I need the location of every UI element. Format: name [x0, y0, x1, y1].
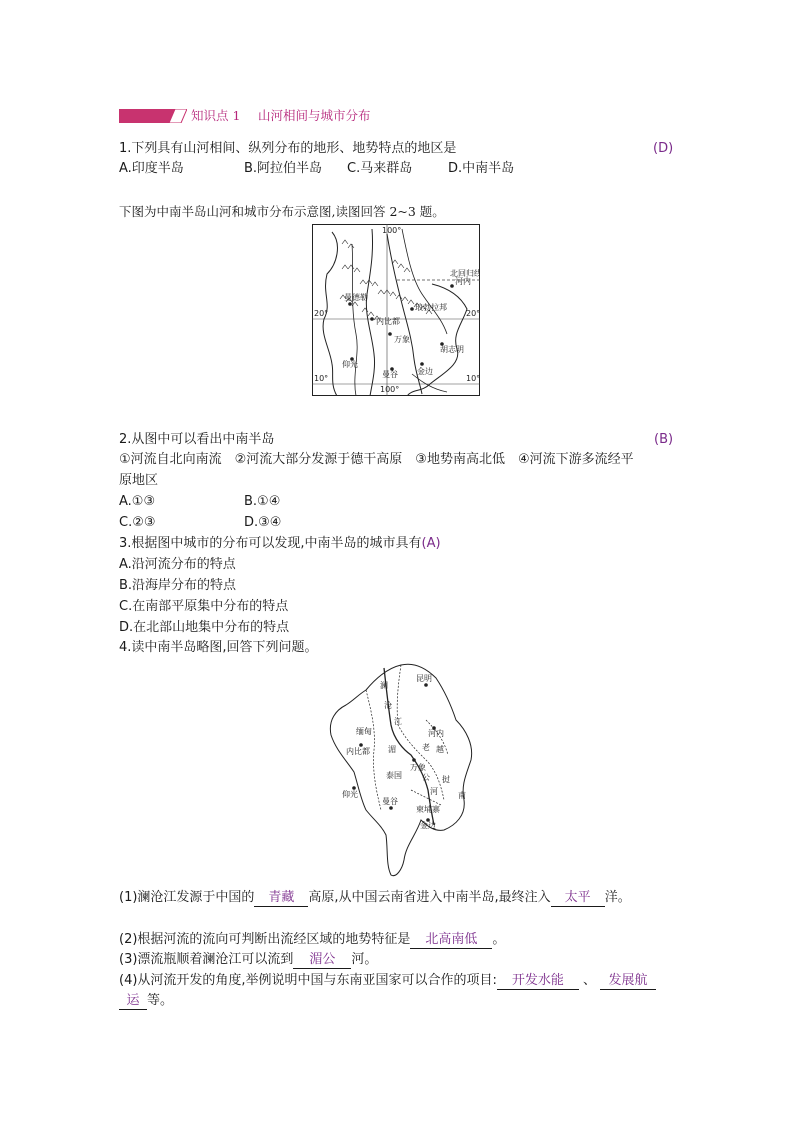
map-mountains-rivers [312, 224, 480, 396]
q4-p2-fill: 北高南低 [410, 932, 492, 949]
q4-part4 [119, 971, 656, 991]
map1-lat10-right: 10° [466, 374, 480, 383]
map2-wo: 挝 [442, 775, 450, 784]
map2-thailand: 泰国 [386, 771, 402, 780]
map2-yangon: 仰光 [342, 790, 358, 799]
section-tag-shape [119, 109, 187, 123]
map1-city-naypyidaw: 内比都 [376, 317, 400, 326]
map2-nan: 南 [458, 791, 466, 800]
map1-city-mandalay: 曼德勒 [344, 293, 368, 302]
map1-city-hanoi: 河内 [455, 277, 471, 286]
q1-option-d: D.中南半岛 [448, 161, 515, 176]
q1-option-a: A.印度半岛 [119, 161, 184, 176]
q2-option-a: A.①③ [119, 494, 156, 509]
map-intro: 下图为中南半岛山河和城市分布示意图,读图回答 2~3 题。 [119, 204, 445, 219]
map2-mei: 湄 [388, 745, 396, 754]
q4-part2 [119, 930, 505, 950]
map1-lat20-left: 20° [314, 309, 329, 318]
q4-p4-fill2a: 发展航 [600, 973, 656, 990]
q2-stem: 2.从图中可以看出中南半岛 [119, 432, 275, 447]
q4-part3 [119, 950, 377, 970]
map1-city-vientiane: 万象 [394, 335, 410, 344]
map1-city-yangon: 仰光 [342, 360, 358, 369]
section-label: 知识点 1 [191, 108, 241, 123]
q4-p3-a: (3)漂流瓶顺着澜沧江可以流到 [119, 952, 294, 967]
map2-lan: 澜 [380, 681, 388, 690]
q4-p4-fill2b: 运 [119, 993, 147, 1010]
q4-p4-a: (4)从河流开发的角度,举例说明中国与东南亚国家可以合作的项目: [119, 973, 497, 988]
map2-bangkok: 曼谷 [382, 797, 398, 806]
map2-kunming: 昆明 [416, 674, 432, 683]
map2-vientiane: 万象 [410, 763, 426, 772]
map2-yue: 越 [436, 745, 444, 754]
q3-stem [119, 534, 441, 554]
map1-lon-top: 100° [382, 226, 402, 235]
map2-phnompenh: 金边 [420, 821, 436, 830]
section-tag [119, 108, 187, 122]
q2-option-b: B.①④ [244, 494, 281, 509]
q4-p1-c: 洋。 [604, 890, 631, 905]
q3-option-a: A.沿河流分布的特点 [119, 557, 236, 572]
q4-part1 [119, 888, 631, 908]
map1-city-hcm: 胡志明 [440, 345, 464, 354]
q4-p1-b: 高原,从中国云南省进入中南半岛,最终注入 [308, 890, 551, 905]
q4-stem: 4.读中南半岛略图,回答下列问题。 [119, 640, 318, 655]
q4-p1-fill1: 青藏 [254, 890, 308, 907]
map2-he: 河 [430, 787, 438, 796]
q4-p2-a: (2)根据河流的流向可判断出流经区域的地势特征是 [119, 932, 411, 947]
q4-part4-cont [119, 991, 173, 1011]
q2-statements-cont: 原地区 [119, 473, 159, 488]
q2-answer: (B) [654, 432, 674, 447]
map2-cambodia: 柬埔寨 [416, 805, 440, 814]
map2-lao: 老 [422, 743, 430, 752]
q1-stem: 1.下列具有山河相间、纵列分布的地形、地势特点的地区是 [119, 141, 457, 156]
q4-p2-b: 。 [492, 932, 506, 947]
q3-option-b: B.沿海岸分布的特点 [119, 578, 237, 593]
q3-stem-text: 3.根据图中城市的分布可以发现,中南半岛的城市具有 [119, 536, 422, 551]
map1-city-bangkok: 曼谷 [382, 370, 398, 379]
q4-p4-sep: 、 [582, 973, 596, 988]
map-indochina-sketch [326, 660, 476, 880]
q3-option-c: C.在南部平原集中分布的特点 [119, 599, 289, 614]
q1-option-b: B.阿拉伯半岛 [244, 161, 323, 176]
q4-p3-fill: 湄公 [293, 952, 351, 969]
map1-lon-bottom: 100° [380, 385, 400, 394]
map2-naypyidaw: 内比都 [346, 747, 370, 756]
q1-option-c: C.马来群岛 [347, 161, 413, 176]
map2-gong: 公 [422, 773, 430, 782]
map1-city-phnom: 金边 [417, 367, 433, 376]
map1-lat10-left: 10° [314, 374, 329, 383]
map2-cang: 沧 [384, 701, 392, 710]
q3-option-d: D.在北部山地集中分布的特点 [119, 620, 290, 635]
q4-p4-end: 等。 [147, 993, 174, 1008]
map1-lat20-right: 20° [466, 309, 480, 318]
q4-p3-b: 河。 [351, 952, 378, 967]
q4-p1-fill2: 太平 [551, 890, 605, 907]
q2-statements: ①河流自北向南流 ②河流大部分发源于德干高原 ③地势南高北低 ④河流下游多流经平 [119, 452, 634, 467]
q3-answer: (A) [421, 536, 441, 551]
map2-jiang: 江 [394, 717, 402, 726]
map1-city-luang: 琅勃拉邦 [415, 303, 447, 312]
q4-p4-fill1: 开发水能 [497, 973, 579, 990]
q2-option-c: C.②③ [119, 515, 156, 530]
map2-hanoi: 河内 [428, 729, 444, 738]
map2-myanmar: 缅甸 [356, 727, 372, 736]
q4-p1-a: (1)澜沧江发源于中国的 [119, 890, 255, 905]
map1-tropic: 北回归线 [450, 269, 480, 278]
section-title: 山河相间与城市分布 [258, 108, 371, 123]
q2-option-d: D.③④ [244, 515, 282, 530]
q1-answer: (D) [653, 141, 674, 156]
